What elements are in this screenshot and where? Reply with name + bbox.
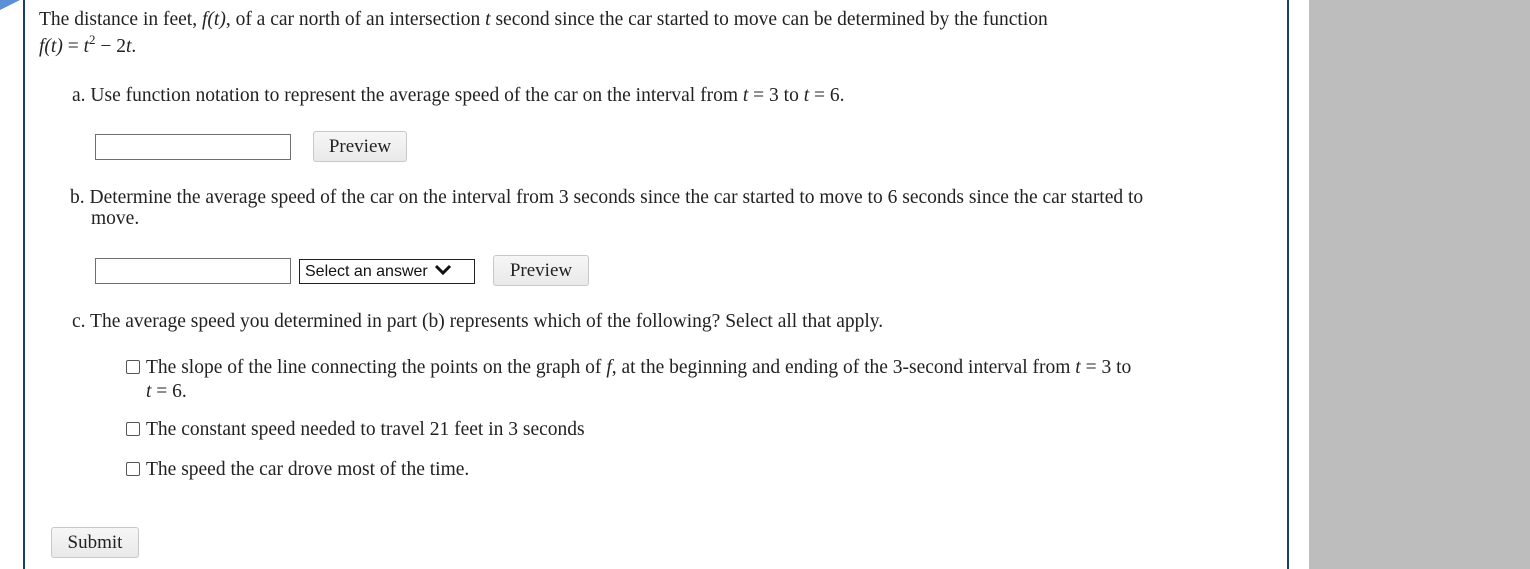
option-constant-speed-label[interactable]: The constant speed needed to travel 21 feet in 3 seconds [146, 419, 585, 440]
part-b-answer-input[interactable] [95, 258, 291, 284]
option-slope-label[interactable]: The slope of the line connecting the points on the graph of f, at the beginning and ending of the 3-second interval from t = 3 to t = 6. [146, 357, 1132, 402]
part-c-prompt: c. The average speed you determined in part (b) represents which of the following? Select all that apply. [72, 311, 884, 332]
part-b-prompt: b. Determine the average speed of the car on the interval from 3 seconds since the car started to move to 6 seconds since the car started to move. [70, 187, 1144, 229]
part-a-preview-button[interactable]: Preview [313, 131, 407, 162]
question-intro: The distance in feet, f(t), of a car north of an intersection t second since the car started to move can be determined by the function [39, 9, 1048, 30]
submit-button[interactable]: Submit [51, 527, 139, 558]
option-most-time-label[interactable]: The speed the car drove most of the time. [146, 459, 470, 480]
question-function: $f(t) = t^2 - 2t$. [39, 32, 137, 57]
option-most-time-checkbox[interactable] [126, 462, 140, 476]
option-slope-checkbox[interactable] [126, 360, 140, 374]
part-b-unit-select[interactable]: Select an answer [299, 259, 475, 284]
right-gutter [1289, 0, 1309, 569]
chevron-down-icon [434, 260, 452, 284]
option-constant-speed-checkbox[interactable] [126, 422, 140, 436]
part-b-preview-button[interactable]: Preview [493, 255, 589, 286]
part-a-prompt: a. Use function notation to represent the average speed of the car on the interval from t = 3 to t = 6. [72, 85, 845, 106]
part-a-answer-input[interactable] [95, 134, 291, 160]
side-panel [1309, 0, 1530, 569]
